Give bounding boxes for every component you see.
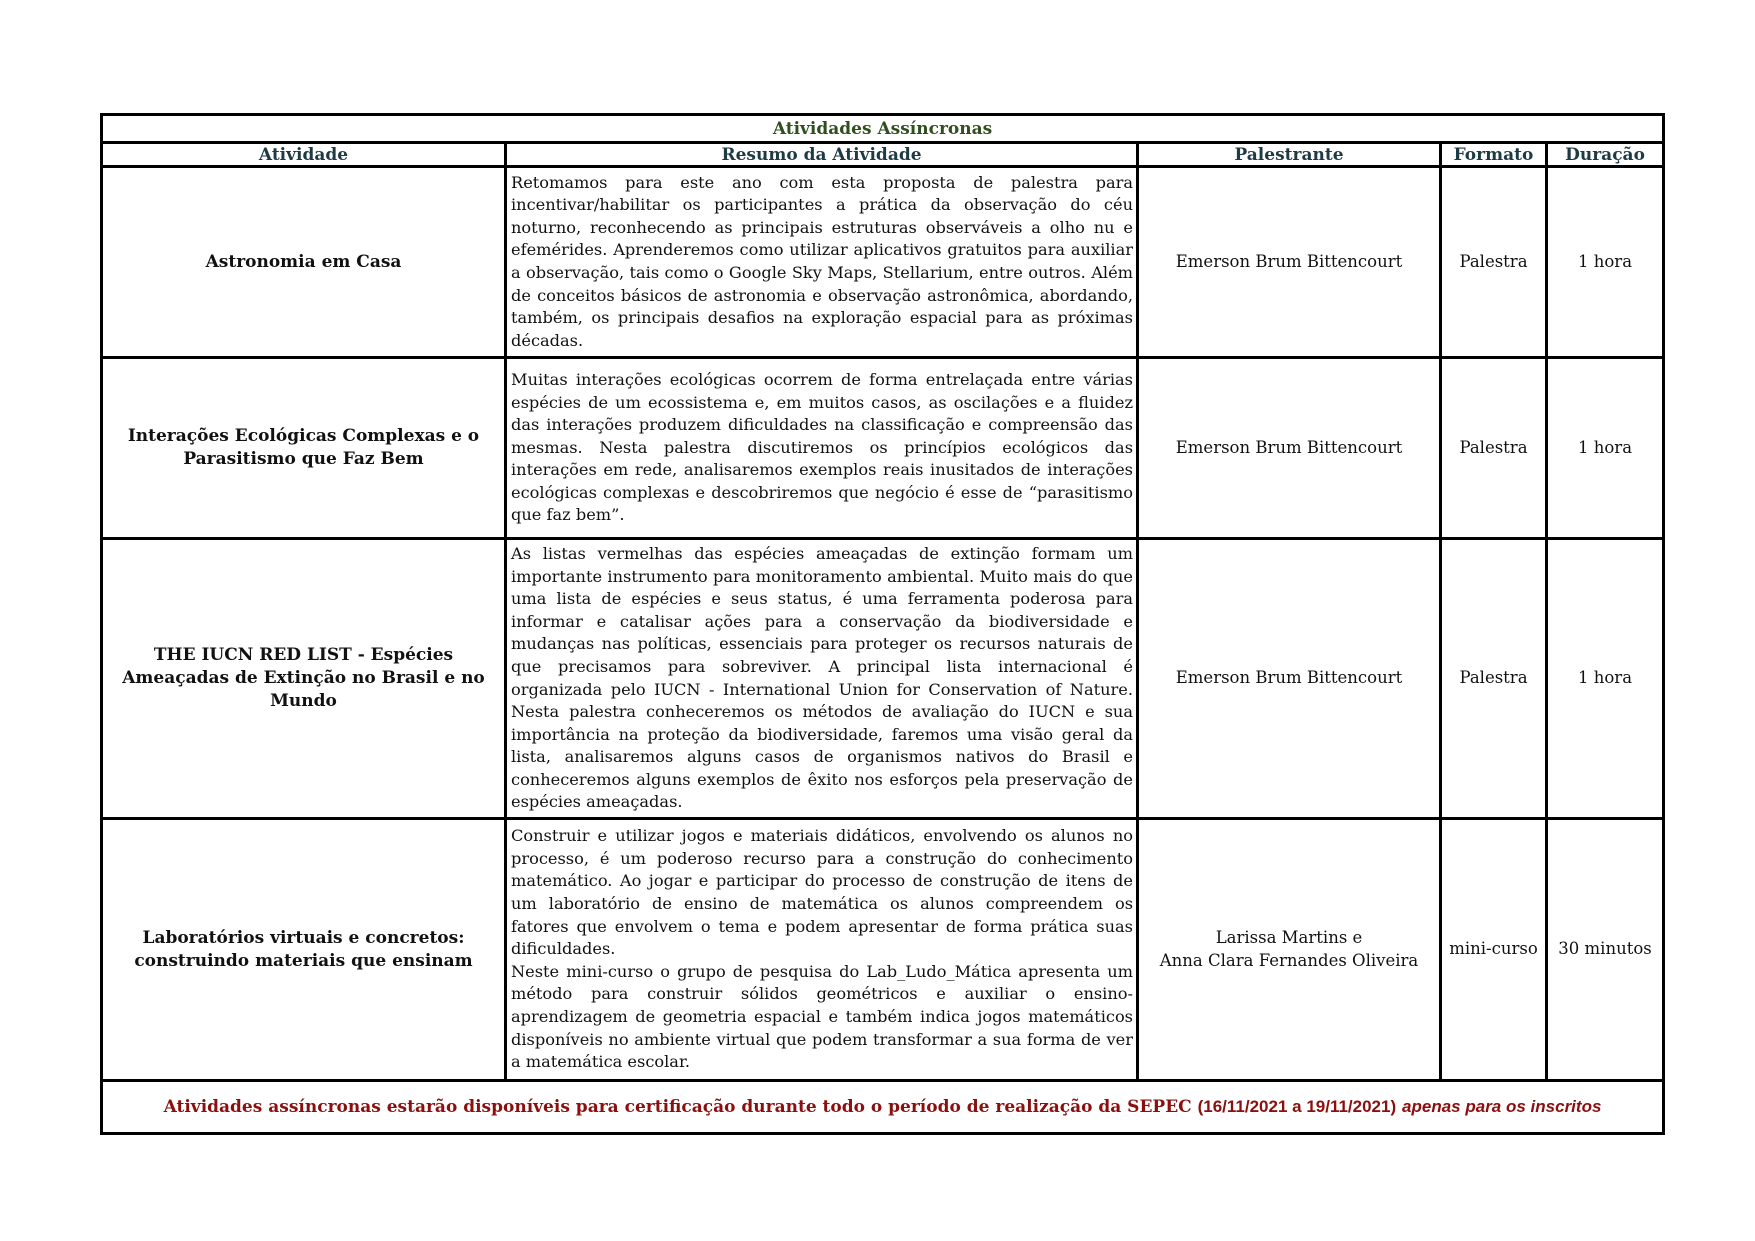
header-palestrante: Palestrante [1138,143,1441,167]
summary-text: Retomamos para este ano com esta proposta de palestra para incentivar/habilitar os participantes a prática da observação do céu noturno, reconhecendo as principais estruturas observáveis a olho nu e efemérides. Aprenderemos como utilizar aplicativos gratuitos para auxiliar a observação, tais como o Google Sky Maps, Stellarium, entre outros. Além de conceitos básicos de astronomia e observação astronômica, abordando, também, os principais desafios na exploração espacial para as próximas décadas. [511,172,1133,350]
header-resumo: Resumo da Atividade [506,143,1138,167]
activity-summary [506,358,1138,539]
activity-name: Interações Ecológicas Complexas e o Parasitismo que Faz Bem [102,358,506,539]
speaker: Emerson Brum Bittencourt [1138,167,1441,358]
speaker: Emerson Brum Bittencourt [1138,539,1441,819]
footer-note [102,1081,1664,1134]
activities-table [100,113,1665,1135]
format: Palestra [1441,358,1547,539]
footer-main-text: Atividades assíncronas estarão disponíveis para certificação durante todo o período de realização da SEPEC [163,1097,1192,1117]
speaker-name: Larissa Martins e [1215,927,1363,947]
duration: 1 hora [1547,167,1664,358]
duration: 1 hora [1547,358,1664,539]
speaker: Emerson Brum Bittencourt [1138,358,1441,539]
duration: 30 minutos [1547,819,1664,1081]
activities-sheet [100,113,1662,1135]
table-row [102,819,1664,1081]
header-atividade: Atividade [102,143,506,167]
speaker-name: Anna Clara Fernandes Oliveira [1159,950,1419,970]
activity-name: Laboratórios virtuais e concretos: construindo materiais que ensinam [102,819,506,1081]
activity-summary [506,819,1138,1081]
activity-name: Astronomia em Casa [102,167,506,358]
footer-italic-note: apenas para os inscritos [1402,1097,1602,1116]
activity-summary [506,539,1138,819]
header-formato: Formato [1441,143,1547,167]
summary-text: Construir e utilizar jogos e materiais didáticos, envolvendo os alunos no processo, é um poderoso recurso para a construção do conhecimento matemático. Ao jogar e participar do processo de construção de itens de um laboratório de ensino de matemática os alunos compreendem os fatores que envolvem o tema e podem apresentar de forma prática suas dificuldades. [511,826,1133,959]
footer-row [102,1081,1664,1134]
summary-text: Neste mini-curso o grupo de pesquisa do Lab_Ludo_Mática apresenta um método para construir sólidos geométricos e auxiliar o ensino-aprendizagem de geometria espacial e também indica jogos matemáticos disponíveis no ambiente virtual que podem transformar a sua forma de ver a matemática escolar. [511,961,1133,1072]
format: mini-curso [1441,819,1547,1081]
title-row [102,115,1664,143]
activity-summary [506,167,1138,358]
format: Palestra [1441,539,1547,819]
header-row [102,143,1664,167]
footer-dates: (16/11/2021 a 19/11/2021) [1197,1097,1397,1116]
activity-name: THE IUCN RED LIST - Espécies Ameaçadas de Extinção no Brasil e no Mundo [102,539,506,819]
summary-text: Muitas interações ecológicas ocorrem de forma entrelaçada entre várias espécies de um ecossistema e, em muitos casos, as oscilações e a fluidez das interações produzem dificuldades na classificação e compreensão das mesmas. Nesta palestra discutiremos os princípios ecológicos das interações em rede, analisaremos exemplos reais inusitados de interações ecológicas complexas e descobriremos que negócio é esse de “parasitismo que faz bem”. [511,369,1133,525]
table-row [102,358,1664,539]
speaker [1138,819,1441,1081]
table-row [102,539,1664,819]
table-title: Atividades Assíncronas [102,115,1664,143]
duration: 1 hora [1547,539,1664,819]
summary-text: As listas vermelhas das espécies ameaçadas de extinção formam um importante instrumento para monitoramento ambiental. Muito mais do que uma lista de espécies e seus status, é uma ferramenta poderosa para informar e catalisar ações para a conservação da biodiversidade e mudanças nas políticas, essenciais para proteger os recursos naturais de que precisamos para sobreviver. A principal lista internacional é organizada pelo IUCN - International Union for Conservation of Nature. Nesta palestra conheceremos os métodos de avaliação do IUCN e sua importância na proteção da biodiversidade, faremos uma visão geral da lista, analisaremos alguns casos de organismos nativos do Brasil e conheceremos alguns exemplos de êxito nos esforços pela preservação de espécies ameaçadas. [511,543,1133,812]
table-row [102,167,1664,358]
format: Palestra [1441,167,1547,358]
header-duracao: Duração [1547,143,1664,167]
